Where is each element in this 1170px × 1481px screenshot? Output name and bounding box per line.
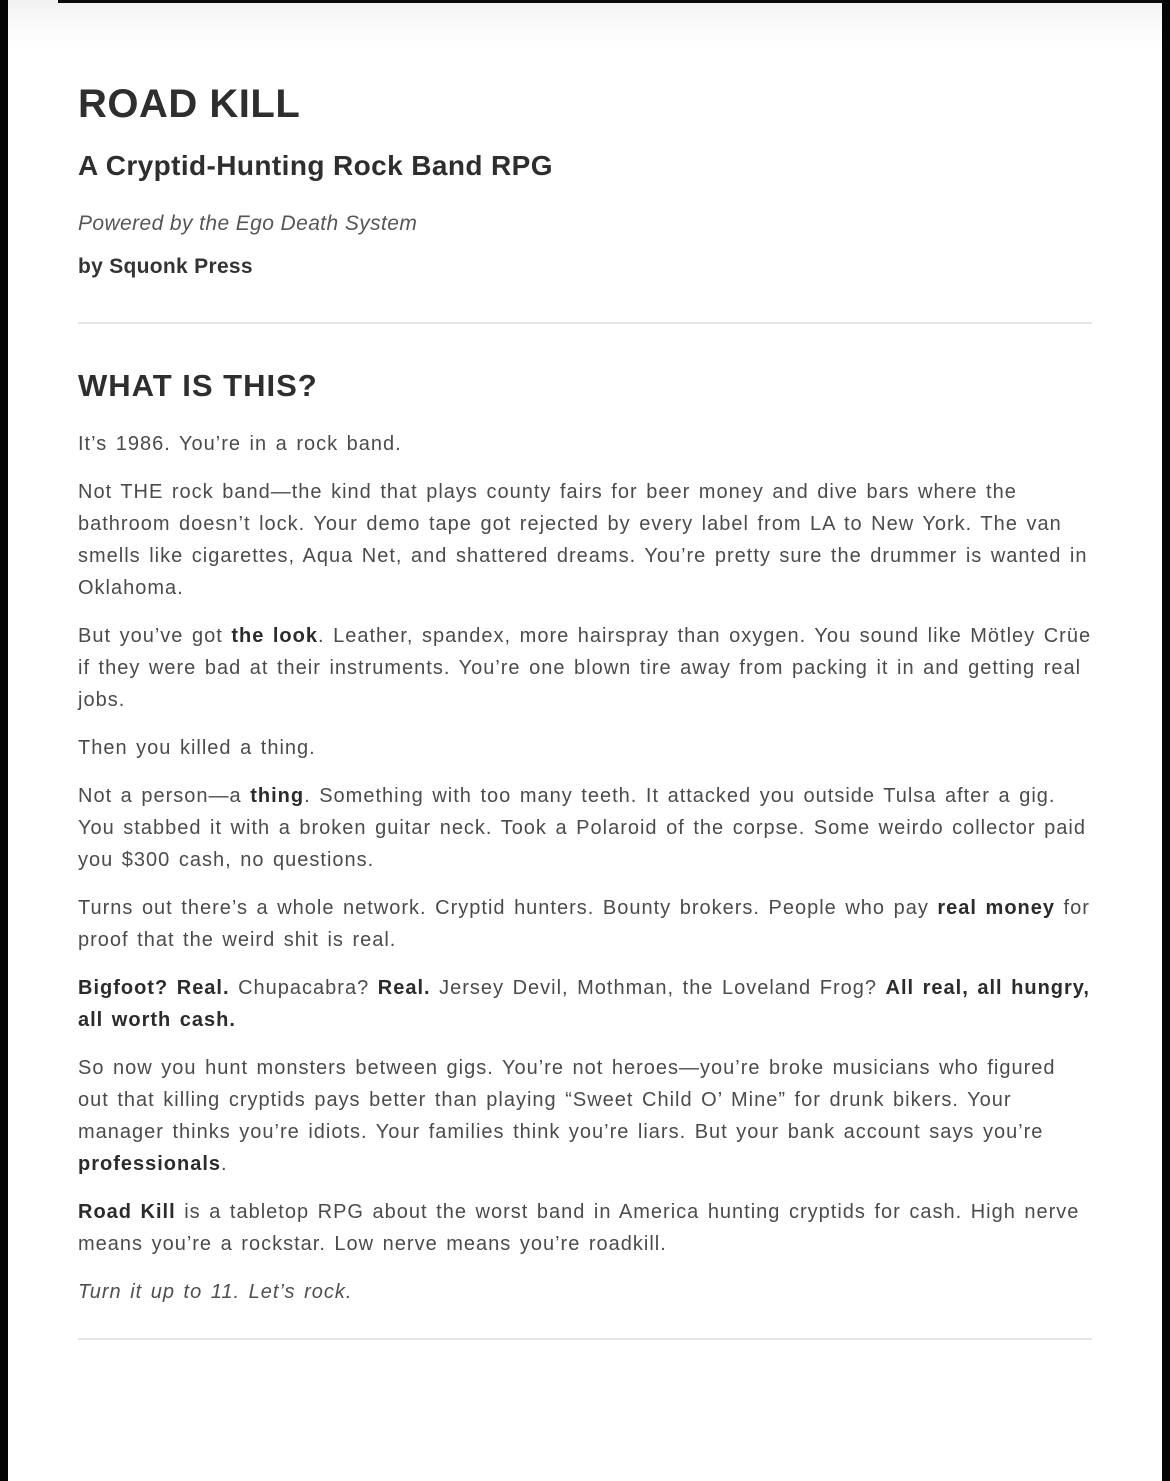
text-run: Not THE rock band—the kind that plays county fairs for beer money and dive bars where the bathroom doesn’t lock. Your demo tape got rejected by every label from LA to New York. The van smells like cigarettes, Aqua Net, and shattered dreams. You’re pretty sure the drummer is wanted in Oklahoma.	[78, 481, 1088, 599]
paragraph	[78, 476, 1092, 604]
paragraph	[78, 428, 1092, 460]
tagline: Powered by the Ego Death System	[78, 212, 418, 235]
bold-text-run: Road Kill	[78, 1201, 176, 1223]
divider-top	[78, 322, 1092, 324]
document-page	[8, 0, 1162, 1481]
text-run: Not a person—a	[78, 785, 251, 807]
text-run: . Something with too many teeth. It attacked you outside Tulsa after a gig. You stabbed it with a broken guitar neck. Took a Polaroid of the corpse. Some weirdo collector paid you $300 cash, no questions.	[78, 785, 1086, 871]
text-run: It’s 1986. You’re in a rock band.	[78, 433, 402, 455]
section-heading: WHAT IS THIS?	[78, 368, 318, 403]
text-run: . Leather, spandex, more hairspray than oxygen. You sound like Mötley Crüe if they were bad at their instruments. You’re one blown tire away from packing it in and getting real jobs.	[78, 625, 1092, 711]
text-run: for proof that the weird shit is real.	[78, 897, 1090, 951]
paragraph	[78, 1052, 1092, 1180]
paragraph	[78, 1196, 1092, 1260]
text-run: Chupacabra?	[229, 977, 378, 999]
paragraph	[78, 780, 1092, 876]
divider-bottom	[78, 1338, 1092, 1340]
bold-text-run: thing	[250, 785, 305, 807]
bold-text-run: Bigfoot? Real.	[78, 977, 230, 999]
text-run: But you’ve got	[78, 625, 232, 647]
text-run: So now you hunt monsters between gigs. You’re not heroes—you’re broke musicians who figured out that killing cryptids pays better than playing “Sweet Child O’ Mine” for drunk bikers. Your manager thinks you’re idiots. Your families think you’re liars. But your bank account says you’re	[78, 1057, 1056, 1143]
paragraph	[78, 972, 1092, 1036]
paragraph	[78, 1276, 1092, 1308]
bold-text-run: the look	[231, 625, 318, 647]
bold-text-run: professionals	[78, 1153, 222, 1175]
page-subtitle: A Cryptid-Hunting Rock Band RPG	[78, 150, 553, 181]
page-title: ROAD KILL	[78, 82, 301, 126]
byline: by Squonk Press	[78, 255, 253, 278]
bold-text-run: Real.	[377, 977, 431, 999]
paragraph	[78, 892, 1092, 956]
bold-text-run: real money	[937, 897, 1055, 919]
text-run: is a tabletop RPG about the worst band in America hunting cryptids for cash. High nerve means you’re a rockstar. Low nerve means you’re roadkill.	[78, 1201, 1080, 1255]
paragraph	[78, 620, 1092, 716]
paragraph	[78, 732, 1092, 764]
text-run: Turns out there’s a whole network. Cryptid hunters. Bounty brokers. People who pay	[78, 897, 938, 919]
document-content	[78, 0, 1092, 1340]
text-run: Jersey Devil, Mothman, the Loveland Frog?	[430, 977, 886, 999]
text-run: .	[221, 1153, 228, 1175]
text-run: Then you killed a thing.	[78, 737, 316, 759]
text-run: Turn it up to 11. Let’s rock.	[78, 1281, 353, 1303]
bold-text-run: All real, all hungry, all worth cash.	[78, 977, 1090, 1031]
article-paragraphs	[78, 428, 1092, 1308]
